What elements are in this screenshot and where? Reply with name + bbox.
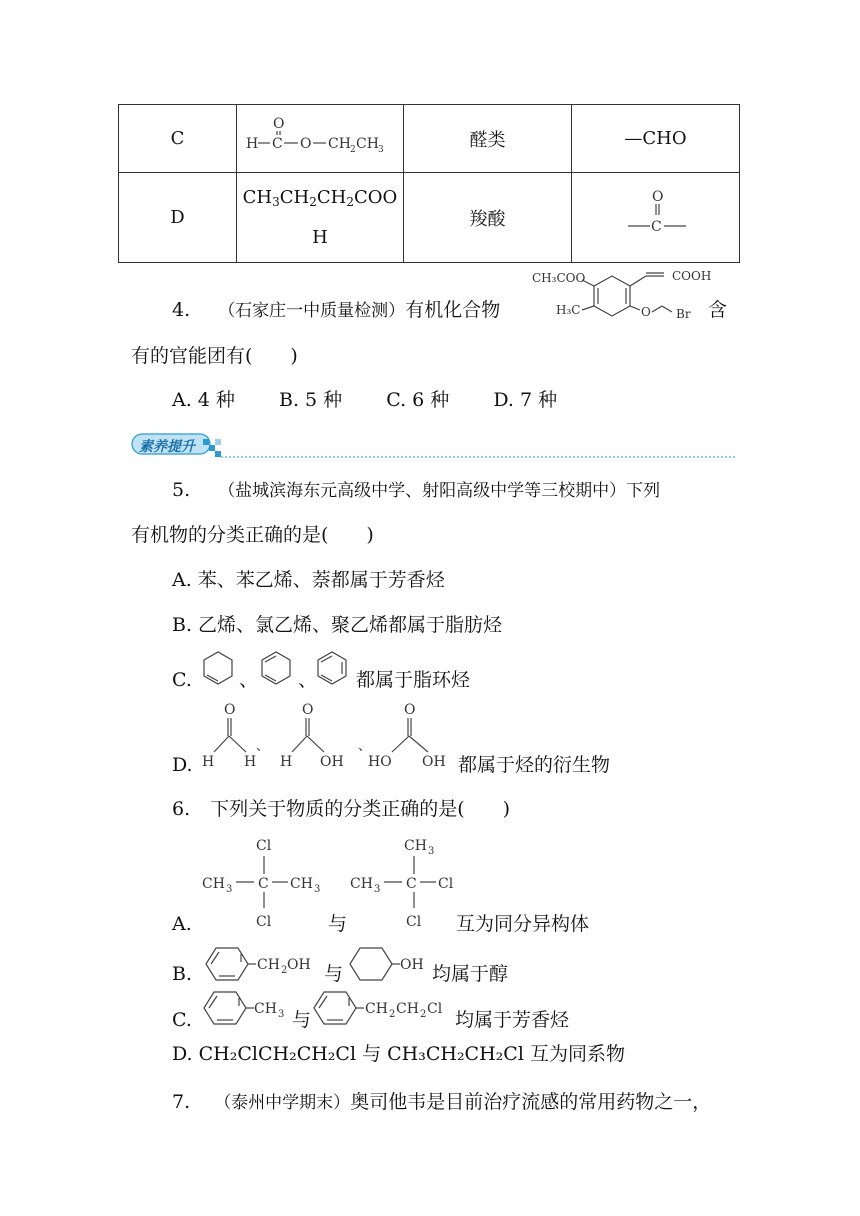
svg-text:O: O <box>302 702 314 718</box>
svg-text:C: C <box>406 876 417 892</box>
svg-text:CH: CH <box>396 1001 419 1017</box>
question-source: （泰州中学期末） <box>214 1093 351 1113</box>
svg-text:2: 2 <box>389 1009 396 1020</box>
q7-line1 <box>172 1090 711 1115</box>
group-cell: —CHO <box>572 105 740 173</box>
svg-text:Cl: Cl <box>406 914 422 930</box>
q4-molecule-structure <box>528 266 718 326</box>
svg-text:Cl: Cl <box>256 914 272 930</box>
structure-line-1: $CH_3CH_2CH_2COO$ <box>242 186 398 209</box>
question-text: 奥司他韦是目前治疗流感的常用药物之一， <box>350 1091 712 1113</box>
answer-table <box>118 104 740 263</box>
svg-text:3: 3 <box>374 884 381 895</box>
svg-text:H: H <box>244 754 257 770</box>
svg-text:O: O <box>300 136 312 152</box>
question-number: 6. <box>172 798 191 820</box>
q5-sep-2: 、 <box>298 669 318 691</box>
q5-line2: 有机物的分类正确的是( ) <box>131 524 374 546</box>
question-number: 4. <box>172 299 191 321</box>
carbonyl-structure <box>616 185 696 245</box>
acetoxy-label: CH₃COO <box>532 271 586 285</box>
q6-option-c-text: 均属于芳香烃 <box>455 1009 570 1031</box>
svg-text:Cl: Cl <box>256 838 272 854</box>
svg-text:OH: OH <box>422 754 446 770</box>
class-cell: 羧酸 <box>404 173 572 263</box>
svg-text:3: 3 <box>378 145 384 155</box>
svg-text:CH: CH <box>350 876 373 892</box>
q6-option-b-mid: 与 <box>324 963 344 985</box>
ether-o-label: O <box>641 305 651 319</box>
section-banner <box>131 431 737 465</box>
svg-text:C: C <box>258 876 269 892</box>
svg-text:Cl: Cl <box>438 876 454 892</box>
q5-option-d-structures <box>196 696 461 772</box>
group-cell <box>572 173 740 263</box>
question-source: （石家庄一中质量检测） <box>218 301 406 321</box>
svg-text:2: 2 <box>281 965 288 976</box>
svg-text:HO: HO <box>368 754 392 770</box>
option-c: C. 6 种 <box>386 389 450 411</box>
svg-text:CH: CH <box>328 136 351 152</box>
q6-stem <box>172 797 510 821</box>
svg-text:、: 、 <box>358 739 372 754</box>
q6-option-a-text: 互为同分异构体 <box>456 913 590 935</box>
row-label: D <box>119 173 237 263</box>
q5-option-c-text: 都属于脂环烃 <box>356 669 471 691</box>
q6-option-d: D. CH₂ClCH₂CH₂Cl 与 CH₃CH₂CH₂Cl 互为同系物 <box>172 1043 625 1065</box>
svg-text:CH: CH <box>202 876 225 892</box>
option-d: D. 7 种 <box>493 389 558 411</box>
question-text: 有机化合物 <box>405 299 501 321</box>
q6-option-c-structures <box>200 986 460 1030</box>
question-number: 7. <box>172 1091 191 1113</box>
svg-text:CH: CH <box>404 838 427 854</box>
table-row <box>119 173 740 263</box>
svg-text:CH: CH <box>365 1001 388 1017</box>
q5-option-c-rings <box>196 648 356 690</box>
svg-text:CH: CH <box>290 876 313 892</box>
svg-text:CH: CH <box>254 1001 277 1017</box>
methyl-label: H₃C <box>556 303 581 317</box>
svg-text:2: 2 <box>420 1009 427 1020</box>
question-number: 5. <box>172 479 191 501</box>
svg-text:H: H <box>202 754 215 770</box>
class-cell: 醛类 <box>404 105 572 173</box>
question-text: （盐城滨海东元高级中学、射阳高级中学等三校期中）下列 <box>218 481 661 501</box>
q4-text-after: 含 <box>708 299 728 321</box>
q5-line1 <box>172 478 660 503</box>
question-text: 下列关于物质的分类正确的是( ) <box>210 798 511 820</box>
svg-text:H: H <box>246 136 259 152</box>
svg-text:OH: OH <box>400 957 424 973</box>
svg-text:H: H <box>280 754 293 770</box>
ethyl-formate-structure <box>240 106 400 166</box>
svg-text:3: 3 <box>428 846 435 857</box>
svg-text:O: O <box>651 189 663 205</box>
svg-text:2: 2 <box>350 145 356 155</box>
svg-text:3: 3 <box>314 884 321 895</box>
banner-graphic <box>131 431 737 461</box>
structure-line-2: H <box>312 226 328 248</box>
q5-option-b: B. 乙烯、氯乙烯、聚乙烯都属于脂肪烃 <box>172 614 503 636</box>
q6-option-b-structures <box>200 942 436 986</box>
q6-option-b-label: B. <box>172 963 193 985</box>
option-b: B. 5 种 <box>278 389 343 411</box>
structure-cell <box>237 105 404 173</box>
q5-option-c-label: C. <box>172 669 192 691</box>
banner-label: 素养提升 <box>139 439 195 455</box>
q4-line2: 有的官能团有( ) <box>131 345 298 367</box>
row-label: C <box>119 105 237 173</box>
q5-option-a: A. 苯、苯乙烯、萘都属于芳香烃 <box>172 569 445 591</box>
q4-options <box>172 388 557 412</box>
q6-option-a-mid: 与 <box>328 913 348 935</box>
acid-label: COOH <box>672 269 712 283</box>
q5-sep-1: 、 <box>239 669 259 691</box>
svg-text:OH: OH <box>287 957 311 973</box>
svg-text:O: O <box>404 702 416 718</box>
svg-text:3: 3 <box>278 1009 285 1020</box>
table-row <box>119 105 740 173</box>
svg-text:O: O <box>224 702 236 718</box>
q6-option-c-label: C. <box>172 1009 192 1031</box>
q6-option-a-label: A. <box>172 913 192 935</box>
q4-line1 <box>172 298 500 323</box>
svg-text:C: C <box>272 136 283 152</box>
br-label: Br <box>676 307 691 321</box>
svg-text:C: C <box>650 219 662 235</box>
q6-option-c-mid: 与 <box>292 1009 312 1031</box>
svg-text:O: O <box>273 116 285 132</box>
q6-option-b-text: 均属于醇 <box>432 963 509 985</box>
svg-text:3: 3 <box>226 884 233 895</box>
svg-text:、: 、 <box>256 739 270 754</box>
svg-text:OH: OH <box>320 754 344 770</box>
svg-text:CH: CH <box>356 136 379 152</box>
svg-text:CH: CH <box>257 957 280 973</box>
q5-option-d-text: 都属于烃的衍生物 <box>458 754 611 776</box>
svg-text:Cl: Cl <box>427 1001 443 1017</box>
q5-option-d-label: D. <box>172 754 193 776</box>
structure-cell <box>237 173 404 263</box>
option-a: A. 4 种 <box>172 389 235 411</box>
